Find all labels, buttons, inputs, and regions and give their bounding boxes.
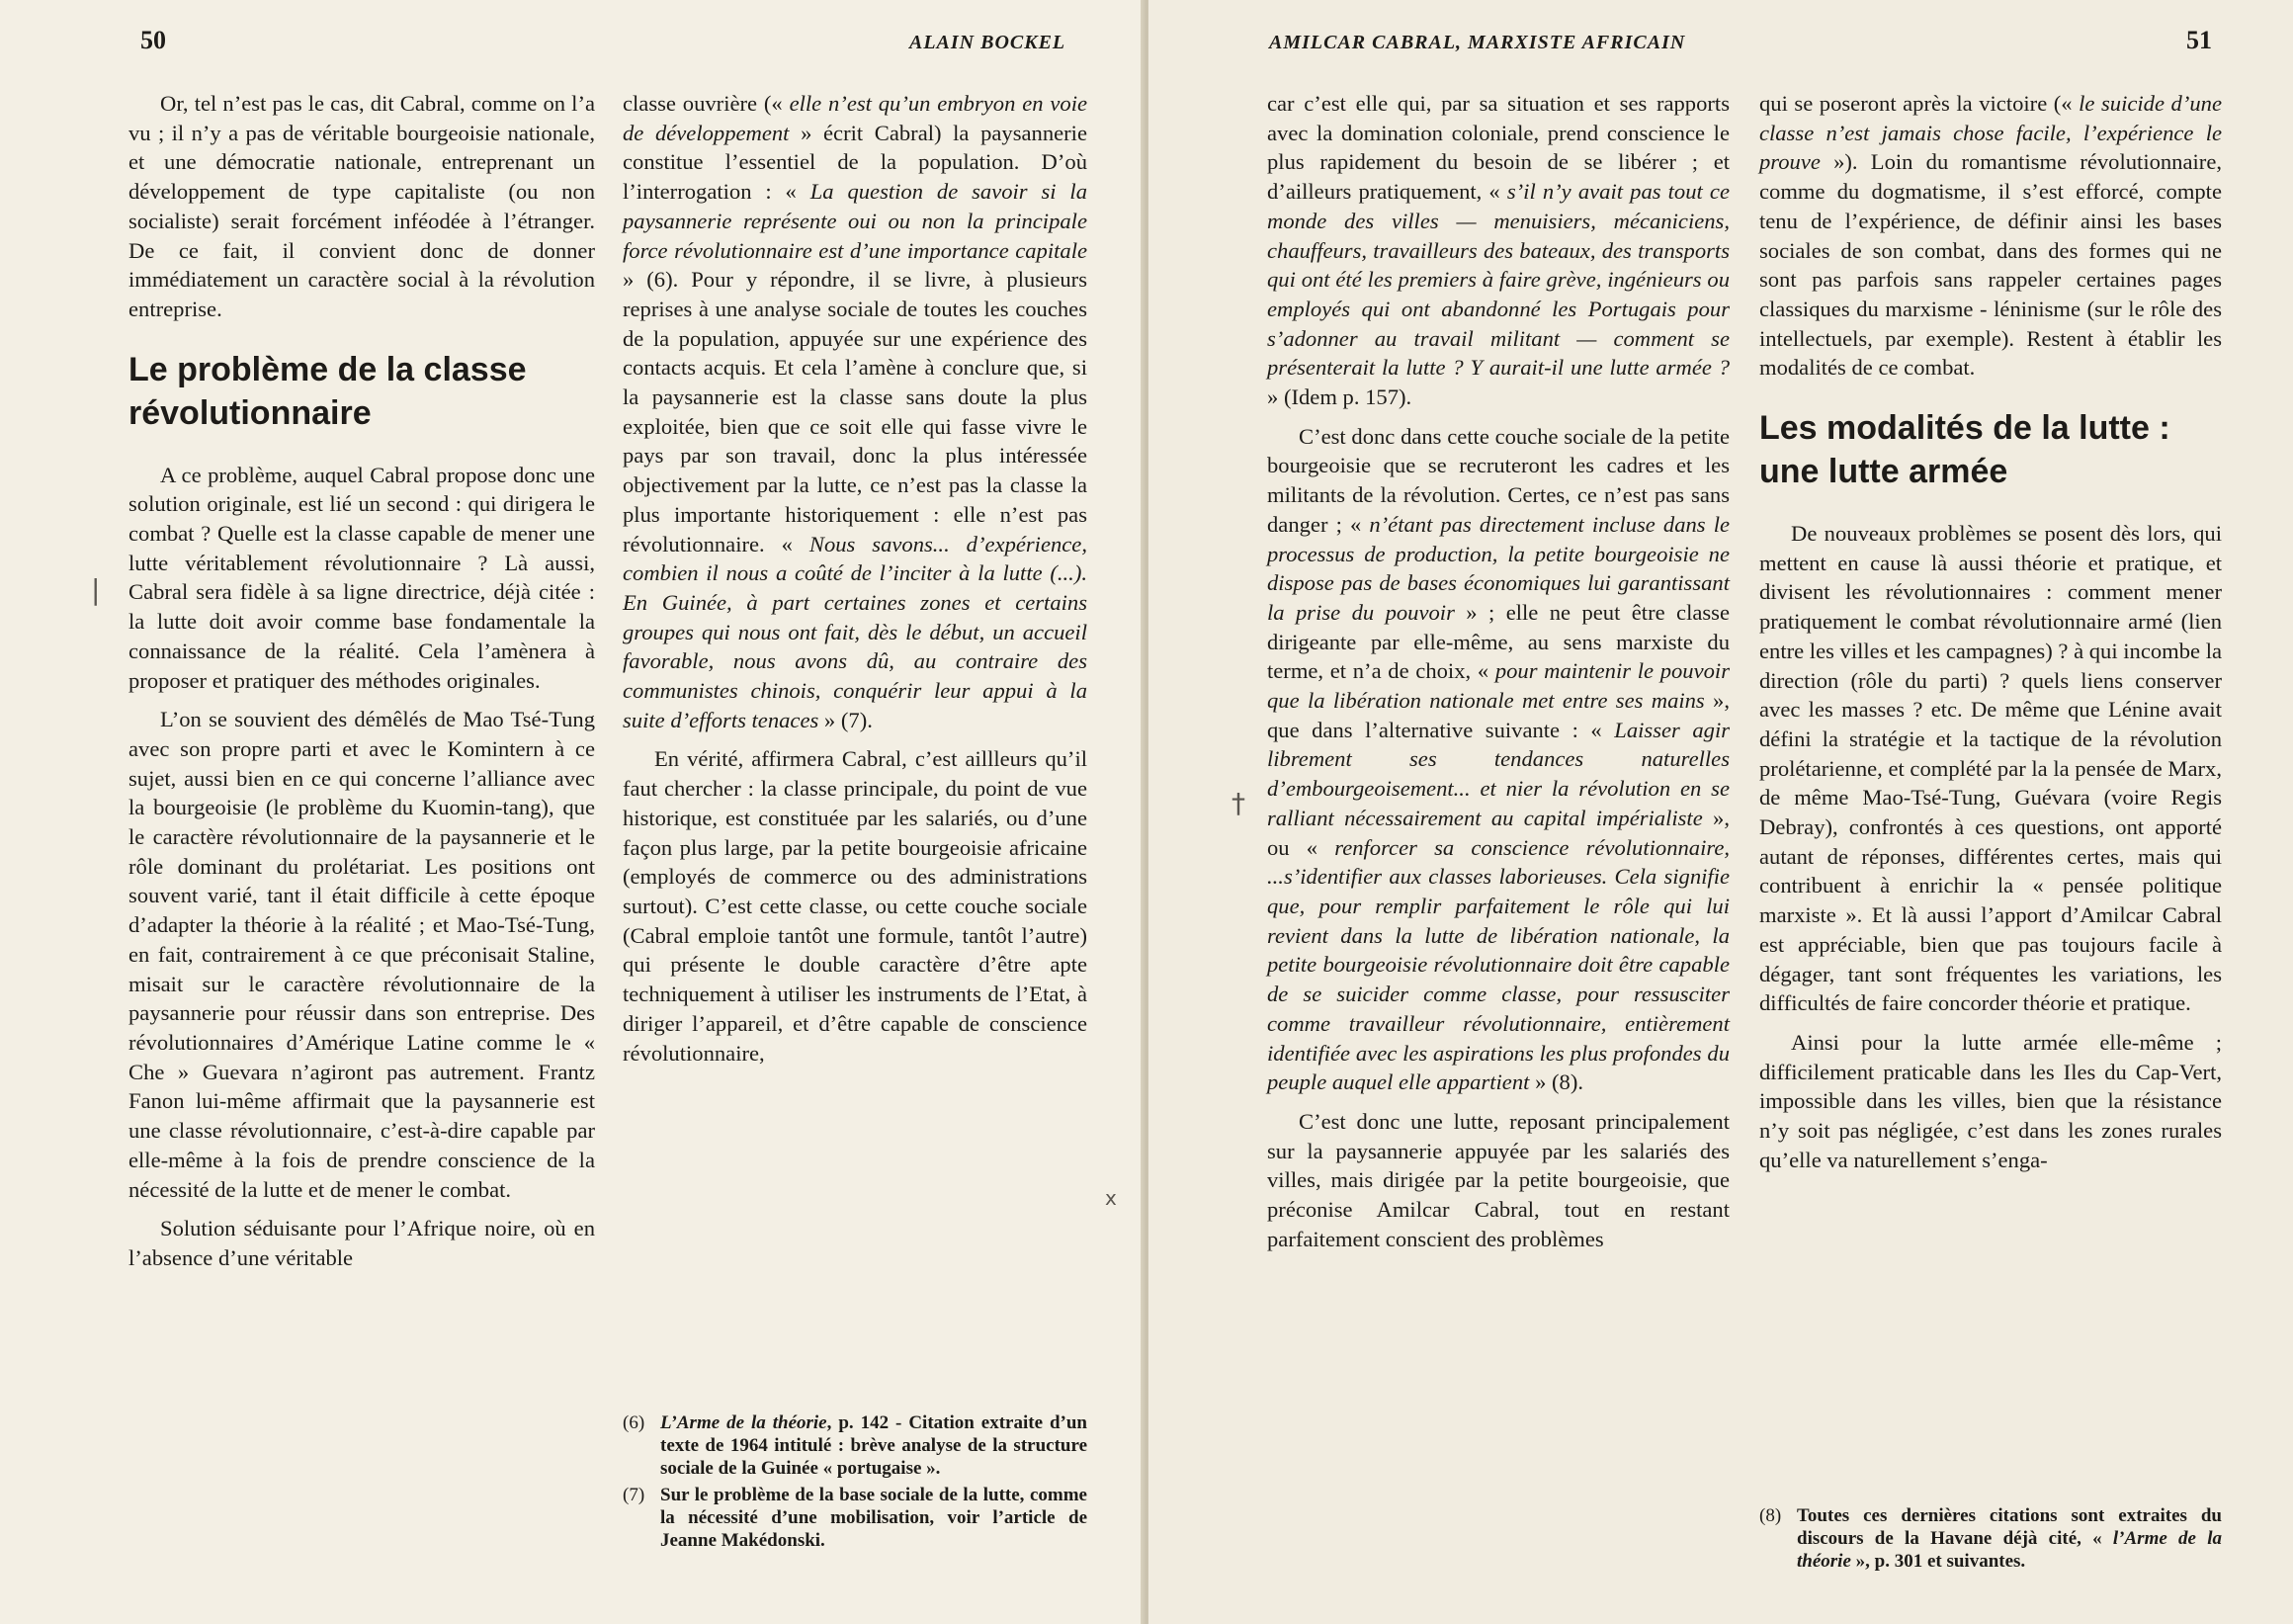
pencil-mark: †: [1231, 787, 1245, 819]
paragraph: C’est donc une lutte, reposant principalement sur la paysannerie appuyée par les salariés des villes, mais dirigée par la petite bourgeoisie, que préconise Amilcar Cabral, tout en restant parfaitement conscient des problèmes: [1267, 1108, 1730, 1251]
paragraph: En vérité, affirmera Cabral, c’est aillleurs qu’il faut chercher : la classe principale, du point de vue historique, est constituée par les salariés, ou d’une façon plus large, par la petite bourgeoisie africaine (employés de commerce ou des administrations surtout). C’est cette classe, ou cette couche sociale (Cabral emploie tantôt une formule, tantôt l’autre) qui présente le double caractère d’être apte techniquement à utiliser les instruments de l’Etat, à diriger l’appareil, et d’être capable de conscience révolutionnaire,: [623, 746, 1087, 1066]
left-column-2: [623, 89, 1087, 1077]
footnote: (7) Sur le problème de la base sociale de la lutte, comme la nécessité d’une mobilisation, voir l’article de Jeanne Makédonski.: [623, 1485, 1087, 1551]
paragraph: A ce problème, auquel Cabral propose donc une solution originale, est lié un second : qui dirigera le combat ? Quelle est la classe capable de mener une lutte véritablement révolutionnaire ? Là aussi, Cabral sera fidèle à sa ligne directrice, déjà citée : la lutte doit avoir comme base fondamentale la connaissance de la réalité. Cela l’amènera à proposer et pratiquer des méthodes originales.: [128, 462, 595, 693]
paragraph: C’est donc dans cette couche sociale de la petite bourgeoisie que se recruteront les cadres et les militants de la révolution. Certes, ce n’est pas sans danger ; « n’étant pas directement incluse dans le processus de production, la petite bourgeoisie ne dispose pas de bases économiques lui garantissant la prise du pouvoir » ; elle ne peut être classe dirigeante par elle-même, au sens marxiste du terme, et n’a de choix, « pour maintenir le pouvoir que la libération nationale met entre ses mains », que dans l’alternative suivante : « Laisser agir librement ses tendances naturelles d’embourgeoisement... et nier la révolution en se ralliant nécessairement au capital impérialiste », ou « renforcer sa conscience révolutionnaire, ...s’identifier aux classes laborieuses. Cela signifie que, pour remplir parfaitement le rôle qui lui revient dans la lutte de libération nationale, la petite bourgeoisie révolutionnaire doit être capable de se suicider comme classe, pour ressusciter comme travailleur révolutionnaire, entièrement identifiée avec les aspirations les plus profondes du peuple auquel elle appartient » (8).: [1267, 423, 1731, 1095]
left-column-1: [128, 89, 595, 1283]
left-page: [0, 0, 1145, 1624]
right-page: [1148, 0, 2293, 1624]
paragraph: qui se poseront après la victoire (« le suicide d’une classe n’est jamais chose facile, l’expérience le prouve »). Loin du romantisme révolutionnaire, comme du dogmatisme, il s’est efforcé, compte tenu de l’expérience, de définir ainsi les bases sociales de son combat, dans des formes qui ne sont pas parfois sans rappeler certaines pages classiques du marxisme - léninisme (sur le rôle des intellectuels, par exemple). Restent à établir les modalités de ce combat.: [1759, 91, 2223, 381]
footnotes: [1759, 1504, 2222, 1577]
right-column-1: [1267, 89, 1730, 1263]
right-column-2: [1759, 89, 2222, 1185]
paragraph: car c’est elle qui, par sa situation et ses rapports avec la domination coloniale, prend conscience le plus rapidement du besoin de se libérer ; et d’ailleurs pratiquement, « s’il n’y avait pas tout ce monde des villes — menuisiers, mécaniciens, chauffeurs, travailleurs des bateaux, des transports qui ont été les premiers à faire grève, ingénieurs ou employés qui ont abandonné les Portugais pour s’adonner au travail militant — comment se présenterait la lutte ? Y aurait-il une lutte armée ? » (Idem p. 157).: [1267, 91, 1730, 410]
running-head: AMILCAR CABRAL, MARXISTE AFRICAIN: [1269, 32, 1686, 53]
paragraph: Ainsi pour la lutte armée elle-même ; difficilement praticable dans les Iles du Cap-Vert, impossible dans les villes, bien que la résistance n’y soit pas négligée, c’est dans les zones rurales qu’elle va naturellement s’enga-: [1759, 1029, 2222, 1172]
paragraph: Solution séduisante pour l’Afrique noire, où en l’absence d’une véritable: [128, 1216, 595, 1270]
paragraph: L’on se souvient des démêlés de Mao Tsé-Tung avec son propre parti et avec le Komintern à ce sujet, aussi bien en ce qui concerne l’alliance avec la bourgeoisie (le problème du Kuomin-tang), que le caractère révolutionnaire de la paysannerie et le rôle dominant du prolétariat. Les positions ont souvent varié, tant il était difficile à cette époque d’adapter la théorie à la réalité ; et Mao-Tsé-Tung, en fait, contrairement à ce que préconisait Staline, misait sur le caractère révolutionnaire de la paysannerie pour réussir dans son entreprise. Des révolutionnaires d’Amérique Latine comme le « Che » Guevara n’agiront pas autrement. Frantz Fanon lui-même affirmait que la paysannerie est une classe révolutionnaire, c’est-à-dire capable par elle-même à la fois de prendre conscience de la nécessité de la lutte et de mener le combat.: [128, 707, 595, 1202]
page-number: 50: [140, 26, 166, 54]
section-heading: Le problème de la classe révolutionnaire: [128, 350, 527, 432]
running-head: ALAIN BOCKEL: [909, 32, 1066, 53]
footnote: (8) Toutes ces dernières citations sont extraites du discours de la Havane déjà cité, « l’Arme de la théorie », p. 301 et suivantes.: [1759, 1505, 2222, 1572]
paragraph: De nouveaux problèmes se posent dès lors, qui mettent en cause là aussi théorie et pratique, et divisent les révolutionnaires : comment mener pratiquement le combat révolutionnaire armé (lien entre les villes et les campagnes) ? à qui incombe la direction (rôle du parti) ? quels liens conserver avec les masses ? etc. De même que Lénine avait défini la stratégie et la tactique de la révolution prolétarienne, et complété par la la pensée de Marx, de même Mao-Tsé-Tung, Guévara (voire Regis Debray), confrontés à ces questions, ont apporté autant de réponses, différentes certes, mais qui contribuent à enrichir la « pensée politique marxiste ». Et là aussi l’apport d’Amilcar Cabral est appréciable, bien que pas toujours facile à dégager, tant sont fréquentes les variations, les difficultés de faire concorder théorie et pratique.: [1759, 521, 2223, 1016]
paragraph: classe ouvrière (« elle n’est qu’un embryon en voie de développement » écrit Cabral) la paysannerie constitue l’essentiel de la population. D’où l’interrogation : « La question de savoir si la paysannerie représente oui ou non la principale force révolutionnaire est d’une importance capitale » (6). Pour y répondre, il se livre, à plusieurs reprises à une analyse sociale de toutes les couches de la population, appuyée sur une expérience des contacts acquis. Et cela l’amène à conclure que, si la paysannerie est la classe sans doute la plus exploitée, bien que ce soit elle qui fasse vivre le pays par son travail, donc la plus intéressée objectivement par la lutte, ce n’est pas la classe la plus importante historiquement : elle n’est pas révolutionnaire. « Nous savons... d’expérience, combien il nous a coûté de l’inciter à la lutte (...). En Guinée, à part certaines zones et certains groupes qui nous ont fait, dès le début, un accueil favorable, nous avons dû, au contraire des communistes chinois, conquérir leur appui à la suite d’efforts tenaces » (7).: [623, 91, 1087, 732]
paragraph: Or, tel n’est pas le cas, dit Cabral, comme on l’a vu ; il n’y a pas de véritable bourgeoisie nationale, et une démocratie nationale, entreprenant un développement de type capitaliste (ou non socialiste) serait forcément inféodée à l’étranger. De ce fait, il convient donc de donner immédiatement un caractère social à la révolution entreprise.: [128, 91, 595, 321]
footnotes: [623, 1411, 1087, 1556]
page-number: 51: [2186, 26, 2212, 54]
pencil-mark: |: [91, 573, 101, 606]
section-heading: Les modalités de la lutte : une lutte armée: [1759, 409, 2170, 491]
footnote: (6) L’Arme de la théorie, p. 142 - Citation extraite d’un texte de 1964 intitulé : brève analyse de la structure sociale de la Guinée « portugaise ».: [623, 1412, 1087, 1479]
pencil-mark: x: [1105, 1186, 1117, 1210]
